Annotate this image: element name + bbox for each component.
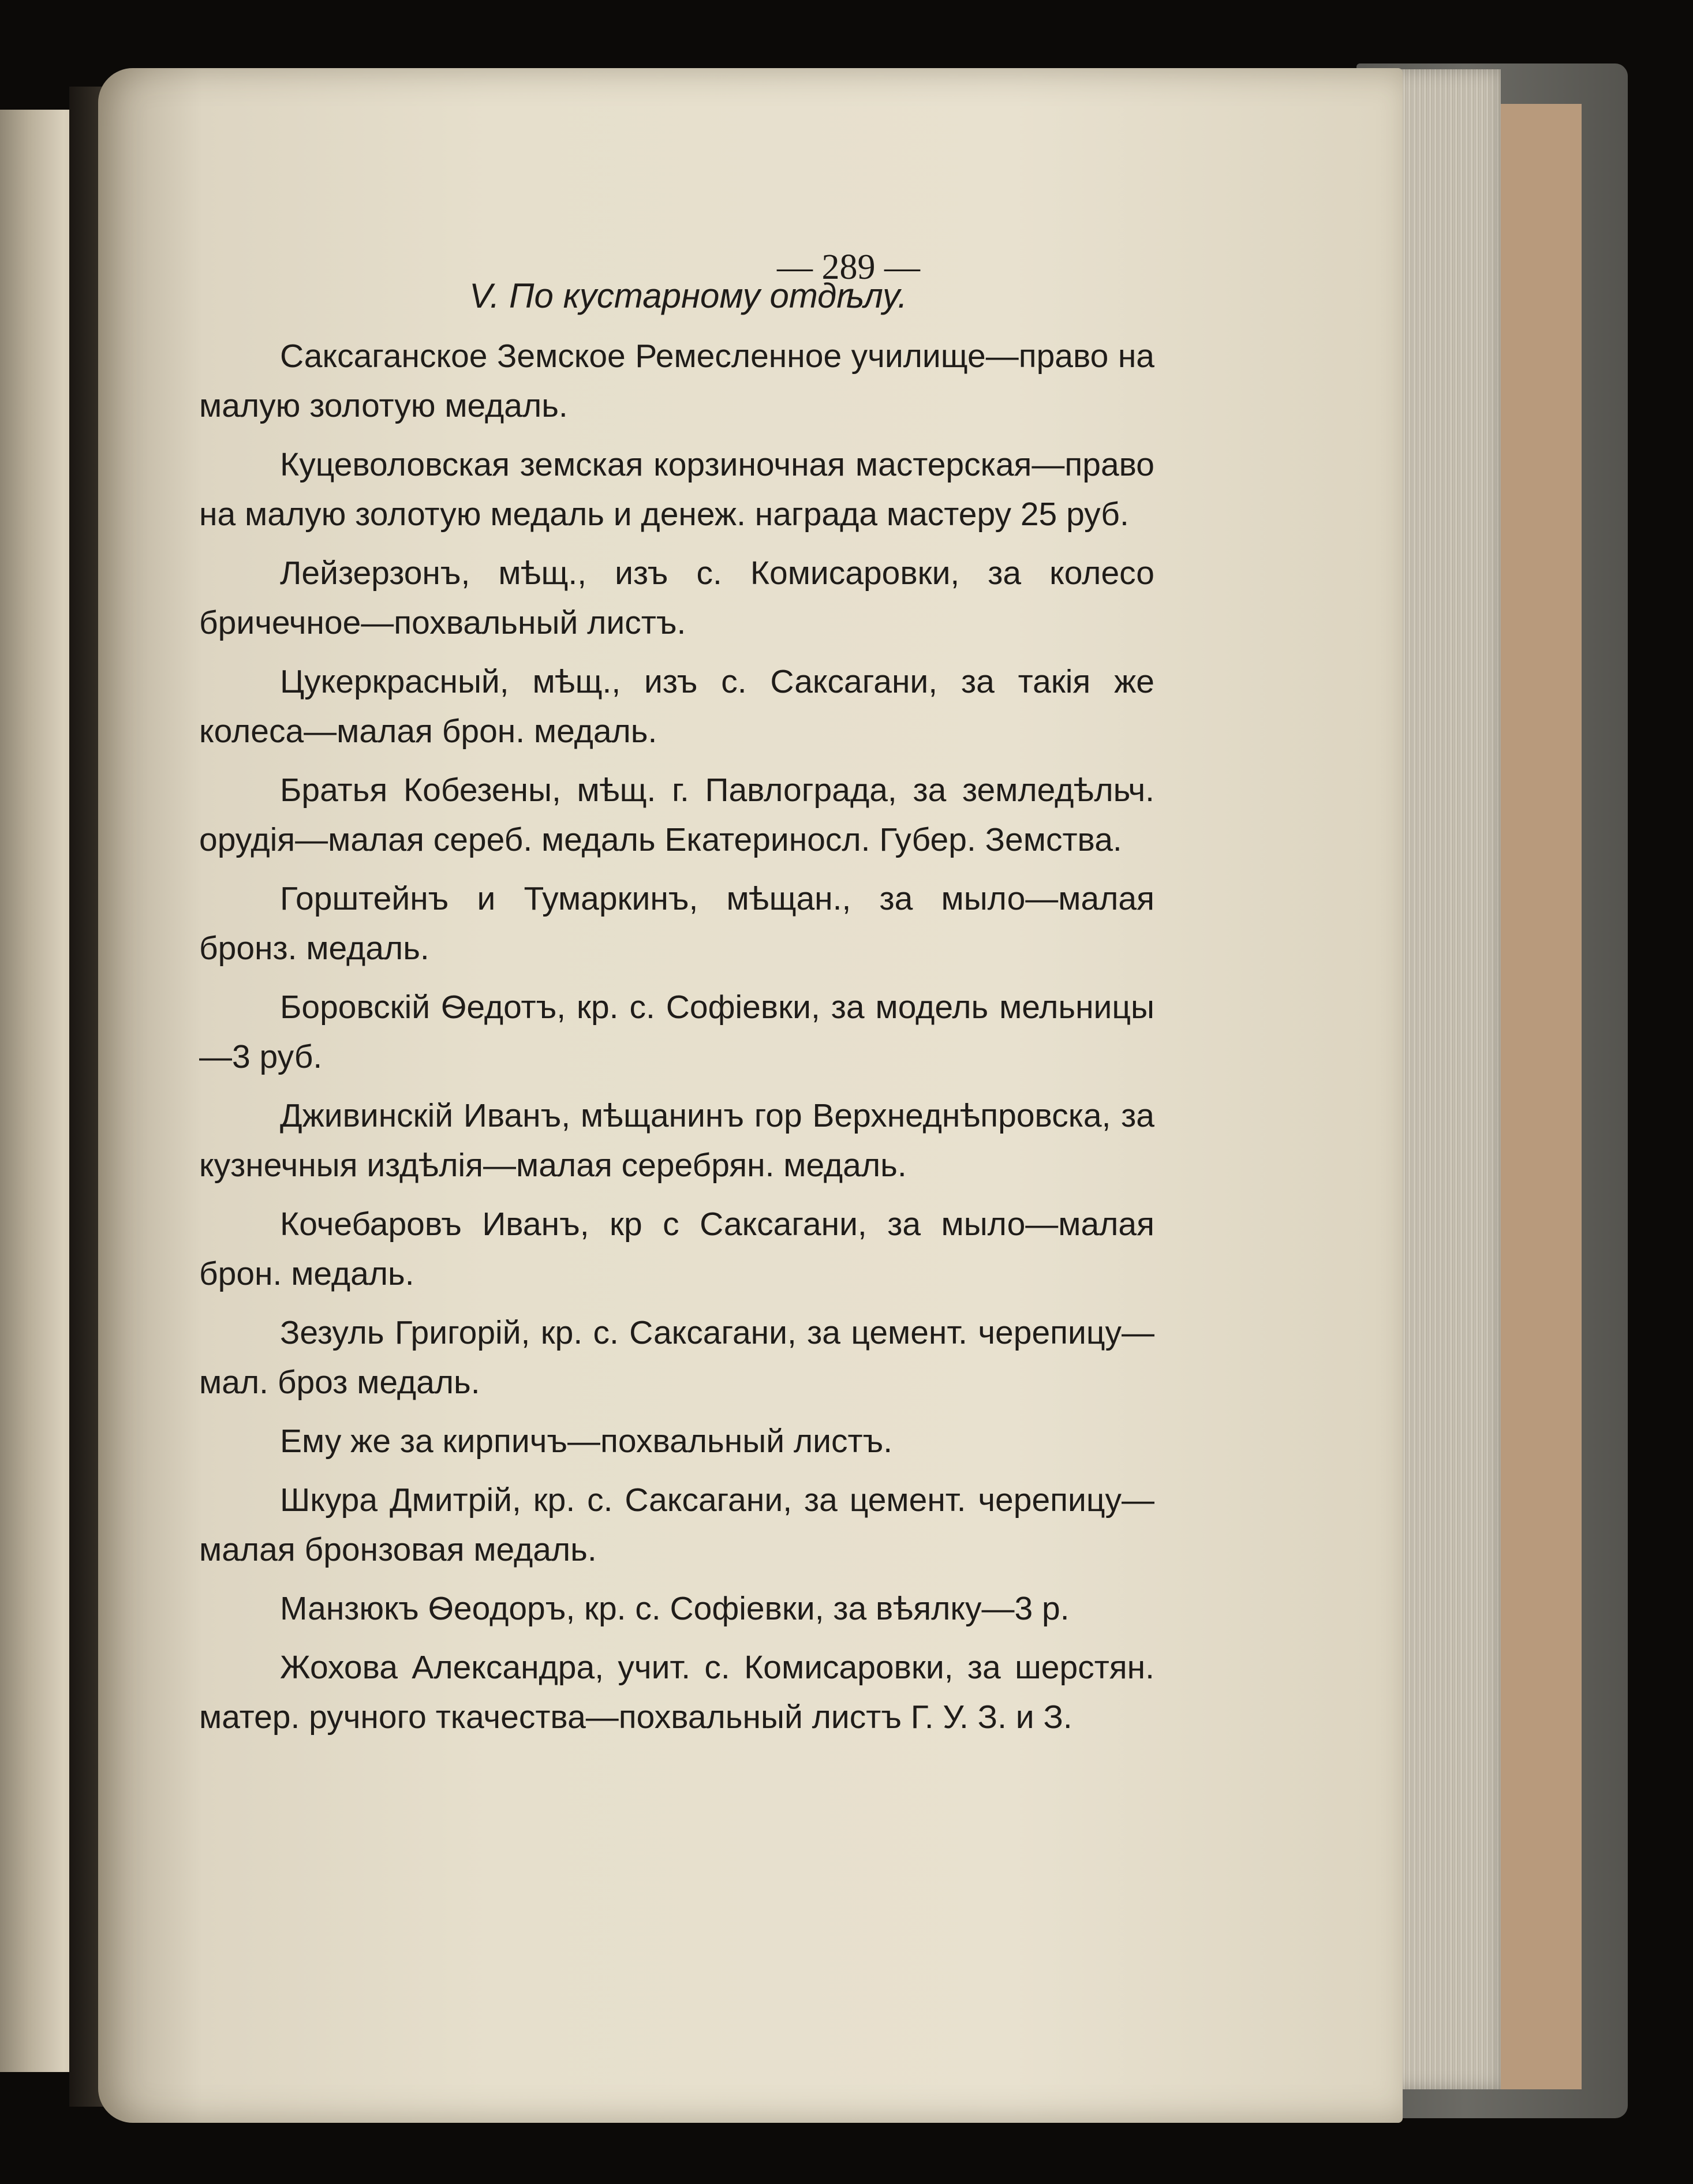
page-content	[199, 271, 1154, 1751]
page-edges	[1385, 69, 1501, 2089]
entry: Ему же за кирпичъ—похвальный листъ.	[280, 1423, 893, 1460]
entry: Боровскій Ѳедотъ, кр. с. Софіевки, за модель мельницы—3 руб.	[199, 989, 1154, 1075]
book-cover-inner	[1495, 104, 1582, 2089]
entry: Жохова Александра, учит. с. Комисаровки, за шерстян. матер. ручного ткачества—похвальный листъ Г. У. З. и З.	[199, 1649, 1154, 1736]
entry: Кочебаровъ Иванъ, кр с Саксагани, за мыло—малая брон. медаль.	[199, 1206, 1154, 1292]
entry: Дживинскій Иванъ, мѣщанинъ гор Верхнеднѣпровска, за кузнечныя издѣлія—малая серебрян. медаль.	[199, 1097, 1154, 1184]
entry: Лейзерзонъ, мѣщ., изъ с. Комисаровки, за колесо бричечное—похвальный листъ.	[199, 555, 1154, 641]
section-heading: V. По кустарному отдѣлу.	[469, 276, 907, 315]
entry: Саксаганское Земское Ремесленное училище—право на малую золотую медаль.	[199, 338, 1154, 424]
page-number: — 289 —	[777, 248, 920, 287]
entry: Цукеркрасный, мѣщ., изъ с. Саксагани, за такія же колеса—малая брон. медаль.	[199, 663, 1154, 750]
entry: Манзюкъ Ѳеодоръ, кр. с. Софіевки, за вѣялку—3 р.	[280, 1590, 1070, 1627]
entry: Шкура Дмитрій, кр. с. Саксагани, за цемент. черепицу—малая бронзовая медаль.	[199, 1482, 1154, 1568]
entry: Куцеволовская земская корзиночная мастерская—право на малую золотую медаль и денеж. награда мастеру 25 руб.	[199, 446, 1154, 533]
entry: Братья Кобезены, мѣщ. г. Павлограда, за земледѣльч. орудія—малая сереб. медаль Екатериносл. Губер. Земства.	[199, 772, 1154, 858]
entry: Зезуль Григорій, кр. с. Саксагани, за цемент. черепицу—мал. броз медаль.	[199, 1314, 1154, 1401]
entry: Горштейнъ и Тумаркинъ, мѣщан., за мыло—малая бронз. медаль.	[199, 880, 1154, 967]
